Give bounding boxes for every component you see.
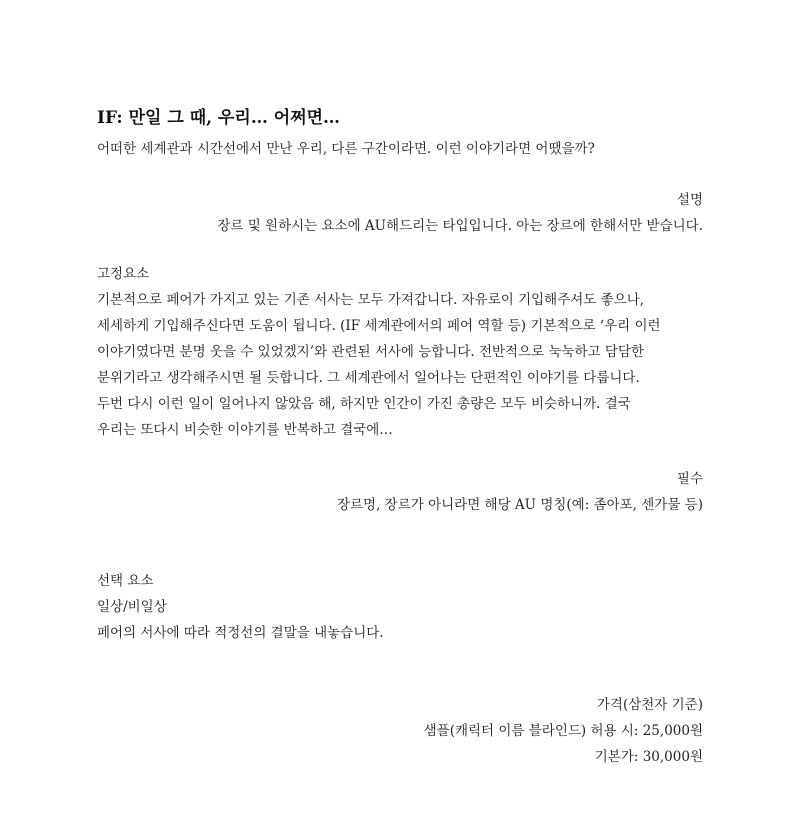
- price-section: [424, 692, 703, 770]
- fixed-elements-line: 분위기라고 생각해주시면 될 듯합니다. 그 세계관에서 일어나는 단편적인 이야기를 다룹니다.: [97, 370, 640, 386]
- fixed-elements-line: 우리는 또다시 비슷한 이야기를 반복하고 결국에…: [97, 422, 393, 438]
- required-heading: 필수: [676, 471, 703, 487]
- required-text: 장르명, 장르가 아니라면 해당 AU 명칭(예: 좀아포, 센가물 등): [336, 497, 703, 513]
- description-section: [217, 187, 703, 239]
- commission-document: [97, 0, 703, 834]
- price-heading: 가격(삼천자 기준): [596, 697, 703, 713]
- fixed-elements-line: 기본적으로 페어가 가지고 있는 기존 서사는 모두 가져갑니다. 자유로이 기입해주셔도 좋으나,: [97, 292, 645, 308]
- page-title: IF: 만일 그 때, 우리… 어쩌면…: [97, 108, 340, 128]
- fixed-elements-line: 이야기였다면 분명 웃을 수 있었겠지’와 관련된 서사에 능합니다. 전반적으로 눅눅하고 담담한: [97, 344, 645, 360]
- optional-elements-section: [97, 568, 384, 646]
- price-sample: 샘플(캐릭터 이름 블라인드) 허용 시: 25,000원: [423, 723, 703, 739]
- optional-elements-line: 일상/비일상: [97, 599, 167, 615]
- description-text: 장르 및 원하시는 요소에 AU해드리는 타입입니다. 아는 장르에 한해서만 받습니다.: [217, 218, 703, 234]
- fixed-elements-line: 세세하게 기입해주신다면 도움이 됩니다. (IF 세계관에서의 페어 역할 등) 기본적으로 ‘우리 이런: [97, 318, 661, 334]
- description-heading: 설명: [676, 192, 703, 208]
- price-base: 기본가: 30,000원: [594, 749, 703, 765]
- required-section: [337, 466, 703, 518]
- optional-elements-line: 페어의 서사에 따라 적정선의 결말을 내놓습니다.: [97, 625, 384, 641]
- fixed-elements-heading: 고정요소: [97, 266, 150, 282]
- page-subtitle: 어떠한 세계관과 시간선에서 만난 우리, 다른 구간이라면. 이런 이야기라면 어땠을까?: [97, 141, 595, 157]
- fixed-elements-section: [97, 261, 661, 443]
- fixed-elements-line: 두번 다시 이런 일이 일어나지 않았음 해, 하지만 인간이 가진 총량은 모두 비슷하니까. 결국: [97, 396, 631, 412]
- optional-elements-heading: 선택 요소: [97, 573, 154, 589]
